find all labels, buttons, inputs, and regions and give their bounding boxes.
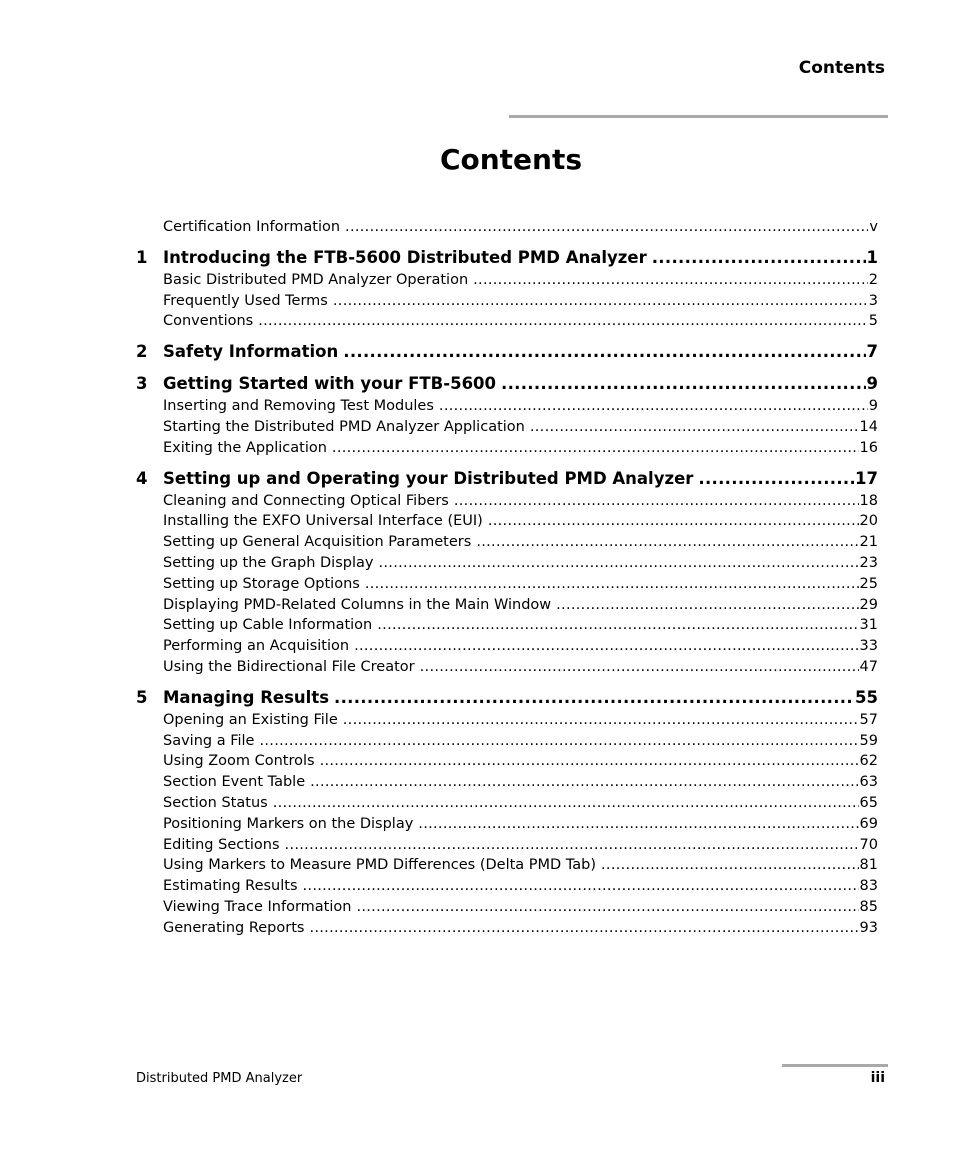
toc-entry-row[interactable] <box>163 878 878 900</box>
page-number: 17 <box>855 468 878 488</box>
entry-title: Conventions <box>163 313 254 330</box>
toc-entry-row[interactable] <box>163 576 878 598</box>
dot-leader <box>377 617 858 633</box>
toc-chapter-row[interactable] <box>163 342 878 366</box>
entry-title: Installing the EXFO Universal Interface (EUI) <box>163 513 483 530</box>
dot-leader <box>343 342 865 361</box>
dot-leader <box>310 774 858 790</box>
page-number: 65 <box>859 795 878 811</box>
entry-title: Exiting the Application <box>163 439 327 456</box>
dot-leader <box>259 733 858 749</box>
dot-leader <box>273 795 859 811</box>
toc-entry-row[interactable] <box>163 837 878 859</box>
toc-entry-row[interactable] <box>163 712 878 734</box>
chapter-number: 2 <box>136 342 148 362</box>
page-number: 70 <box>859 836 878 853</box>
page-number: 93 <box>859 919 878 936</box>
page-number: 59 <box>859 732 878 749</box>
entry-title: Editing Sections <box>163 836 280 853</box>
toc-entry-row[interactable] <box>163 313 878 335</box>
dot-leader <box>320 753 859 769</box>
entry-title: Starting the Distributed PMD Analyzer Application <box>163 419 525 435</box>
toc-chapter-row[interactable] <box>163 688 878 712</box>
entry-title: Setting up Storage Options <box>163 575 360 592</box>
dot-leader <box>488 513 859 529</box>
page-number: 7 <box>866 342 878 362</box>
dot-leader <box>501 374 866 393</box>
dot-leader <box>439 398 868 414</box>
dot-leader <box>652 248 866 267</box>
page-number: 9 <box>868 398 878 415</box>
page-number: 63 <box>859 774 878 791</box>
toc-entry-row[interactable] <box>163 398 878 420</box>
toc-entry-row[interactable] <box>163 899 878 921</box>
dot-leader <box>258 313 868 329</box>
toc-entry-row[interactable] <box>163 219 878 241</box>
entry-title: Basic Distributed PMD Analyzer Operation <box>163 271 469 288</box>
entry-title: Performing an Acquisition <box>163 638 350 655</box>
page-number: 1 <box>866 247 878 267</box>
chapter-title: Introducing the FTB-5600 Distributed PMD Analyzer <box>163 247 647 267</box>
toc-entry-row[interactable] <box>163 795 878 817</box>
page-number: 33 <box>859 638 878 655</box>
page-number: 23 <box>859 555 878 571</box>
entry-title: Certification Information <box>163 219 341 235</box>
chapter-title: Safety Information <box>163 342 339 362</box>
page-number: 83 <box>859 878 878 895</box>
entry-title: Using Zoom Controls <box>163 753 315 770</box>
chapter-title: Managing Results <box>163 687 330 707</box>
page-number: 9 <box>866 374 878 394</box>
page-number: 20 <box>859 513 878 530</box>
chapter-title: Setting up and Operating your Distributed PMD Analyzer <box>163 468 694 488</box>
dot-leader <box>365 576 859 592</box>
toc-entry-row[interactable] <box>163 774 878 796</box>
toc-entry-row[interactable] <box>163 857 878 879</box>
page-number: 81 <box>859 857 878 874</box>
toc-entry-row[interactable] <box>163 816 878 838</box>
toc-entry-row[interactable] <box>163 493 878 515</box>
page-number: 57 <box>859 711 878 728</box>
dot-leader <box>332 440 859 456</box>
dot-leader <box>556 597 858 613</box>
page-number: 21 <box>859 534 878 551</box>
toc-entry-row[interactable] <box>163 440 878 462</box>
page-number: 62 <box>859 753 878 770</box>
toc-entry-row[interactable] <box>163 419 878 441</box>
toc-entry-row[interactable] <box>163 920 878 942</box>
running-head: Contents <box>798 58 885 78</box>
toc-entry-row[interactable] <box>163 597 878 619</box>
page-number: 85 <box>859 899 878 915</box>
dot-leader <box>333 293 868 309</box>
dot-leader <box>454 493 859 509</box>
toc-entry-row[interactable] <box>163 272 878 294</box>
page-number: 69 <box>859 815 878 832</box>
footer-page-number: iii <box>870 1070 885 1086</box>
dot-leader <box>473 272 868 288</box>
entry-title: Viewing Trace Information <box>163 899 352 915</box>
page-number: 25 <box>859 575 878 592</box>
entry-title: Opening an Existing File <box>163 711 338 728</box>
dot-leader <box>303 878 859 894</box>
entry-title: Using Markers to Measure PMD Differences (Delta PMD Tab) <box>163 857 597 874</box>
toc-chapter-row[interactable] <box>163 374 878 398</box>
page-number: 16 <box>859 439 878 456</box>
entry-title: Estimating Results <box>163 878 298 895</box>
entry-title: Section Status <box>163 795 268 811</box>
dot-leader <box>356 899 858 915</box>
page-number: 31 <box>859 617 878 634</box>
toc-chapter-row[interactable] <box>163 469 878 493</box>
toc-entry-row[interactable] <box>163 555 878 577</box>
entry-title: Cleaning and Connecting Optical Fibers <box>163 492 449 509</box>
dot-leader <box>354 638 858 654</box>
entry-title: Using the Bidirectional File Creator <box>163 659 415 675</box>
page-number: 5 <box>868 313 878 330</box>
chapter-number: 1 <box>136 247 148 267</box>
entry-title: Saving a File <box>163 732 255 749</box>
entry-title: Frequently Used Terms <box>163 292 328 309</box>
dot-leader <box>698 469 854 488</box>
entry-title: Setting up Cable Information <box>163 617 373 634</box>
dot-leader <box>418 816 858 832</box>
dot-leader <box>345 219 868 235</box>
entry-title: Section Event Table <box>163 774 306 791</box>
entry-title: Setting up the Graph Display <box>163 555 374 571</box>
page-number: 3 <box>868 292 878 309</box>
entry-title: Setting up General Acquisition Parameters <box>163 534 472 551</box>
toc-entry-row[interactable] <box>163 659 878 681</box>
dot-leader <box>601 857 859 873</box>
chapter-title: Getting Started with your FTB-5600 <box>163 374 497 394</box>
toc-entry-row[interactable] <box>163 293 878 315</box>
toc-chapter-row[interactable] <box>163 248 878 272</box>
header-rule <box>509 115 888 118</box>
dot-leader <box>285 837 859 853</box>
toc-entry-row[interactable] <box>163 513 878 535</box>
page-number: v <box>869 219 878 235</box>
page-number: 18 <box>859 492 878 509</box>
toc-entry-row[interactable] <box>163 638 878 660</box>
page-title: Contents <box>439 143 583 176</box>
page-number: 47 <box>859 659 878 675</box>
entry-title: Inserting and Removing Test Modules <box>163 398 434 415</box>
footer-document-title: Distributed PMD Analyzer <box>136 1071 303 1086</box>
dot-leader <box>378 555 858 571</box>
entry-title: Positioning Markers on the Display <box>163 815 414 832</box>
dot-leader <box>530 419 859 435</box>
page-number: 14 <box>859 419 878 435</box>
entry-title: Generating Reports <box>163 919 305 936</box>
dot-leader <box>334 688 854 707</box>
page-number: 55 <box>855 687 878 707</box>
footer-rule <box>782 1064 888 1067</box>
toc-entry-row[interactable] <box>163 534 878 556</box>
chapter-number: 3 <box>136 374 148 394</box>
dot-leader <box>420 659 859 675</box>
chapter-number: 5 <box>136 687 148 707</box>
toc-entry-row[interactable] <box>163 733 878 755</box>
dot-leader <box>309 920 858 936</box>
dot-leader <box>476 534 858 550</box>
page-number: 29 <box>859 596 878 613</box>
toc-entry-row[interactable] <box>163 617 878 639</box>
toc-entry-row[interactable] <box>163 753 878 775</box>
dot-leader <box>343 712 859 728</box>
page-number: 2 <box>868 271 878 288</box>
entry-title: Displaying PMD-Related Columns in the Main Window <box>163 596 552 613</box>
chapter-number: 4 <box>136 468 148 488</box>
